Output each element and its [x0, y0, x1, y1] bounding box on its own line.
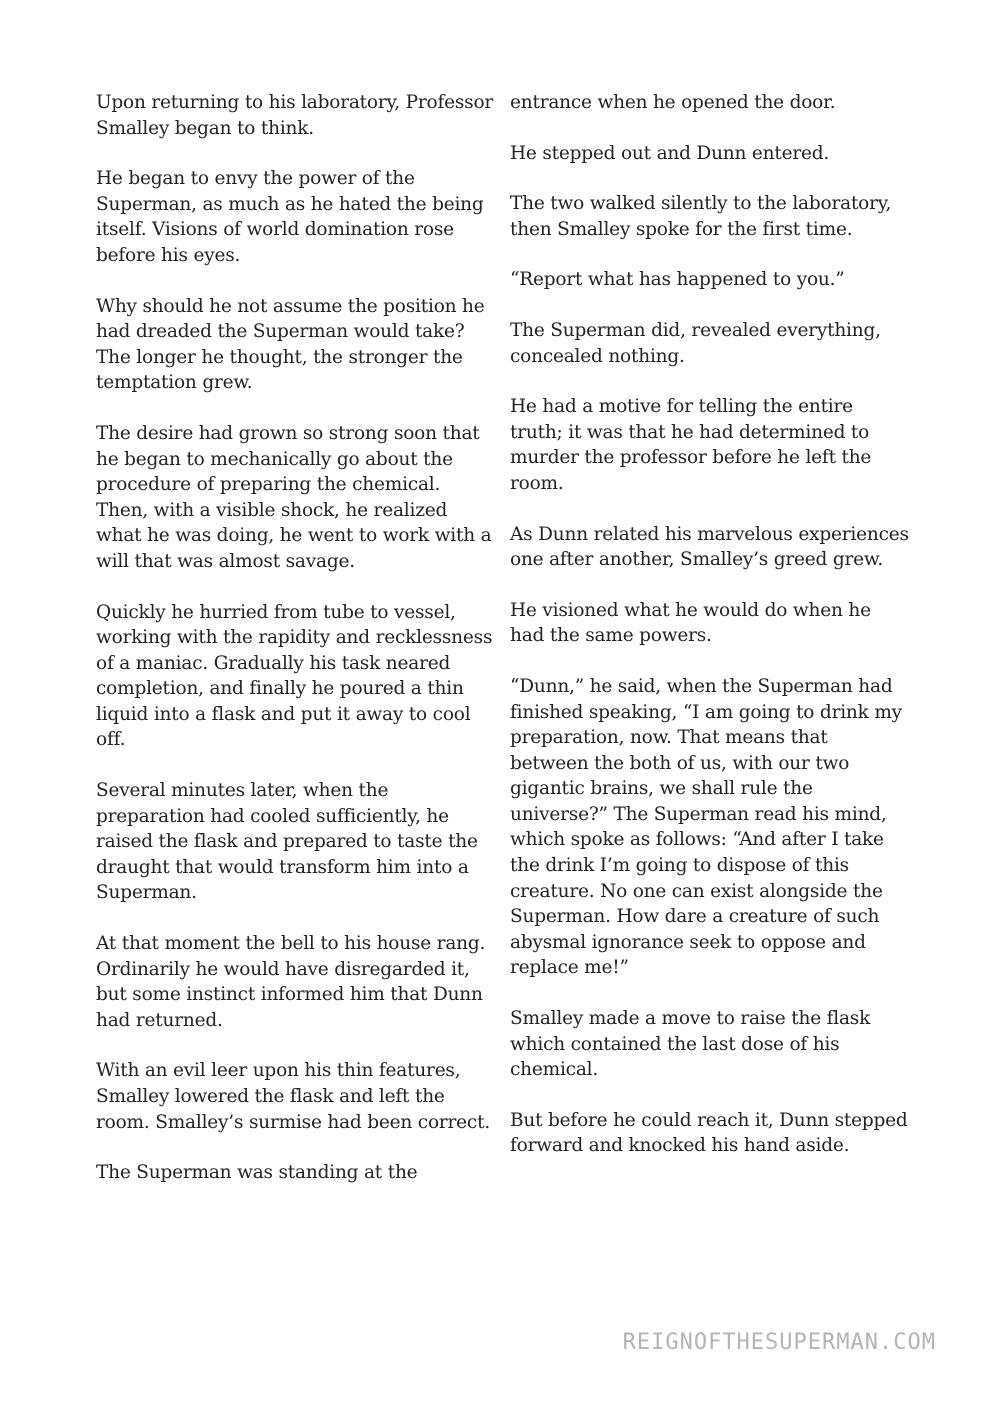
paragraph: He had a motive for telling the entire truth; it was that he had determined to murder the professor before he left the room. [510, 396, 872, 494]
paragraph: Why should he not assume the position he had dreaded the Superman would take? The longer he thought, the stronger the temptation grew. [96, 295, 485, 394]
paragraph: He visioned what he would do when he had the same powers. [510, 599, 871, 647]
paragraph: Quickly he hurried from tube to vessel, working with the rapidity and recklessness of a maniac. Gradually his task neared completion, and finally he poured a thin liquid into a flask and put it away to cool off. [96, 601, 493, 751]
paragraph: The two walked silently to the laboratory, then Smalley spoke for the first time. [510, 193, 892, 240]
paragraph: Several minutes later, when the preparation had cooled sufficiently, he raised the flask and prepared to taste the draught that would transform him into a Superman. [96, 780, 478, 904]
left-column [96, 90, 496, 1211]
paragraph: The Superman did, revealed everything, concealed nothing. [510, 319, 881, 367]
right-column [510, 90, 910, 1184]
paragraph: But before he could reach it, Dunn stepped forward and knocked his hand aside. [510, 1109, 908, 1157]
paragraph: The Superman was standing at the [96, 1162, 418, 1184]
paragraph: As Dunn related his marvelous experiences one after another, Smalley’s greed grew. [510, 523, 909, 571]
paragraph: entrance when he opened the door. [510, 92, 836, 113]
paragraph: “Report what has happened to you.” [510, 269, 845, 291]
paragraph: The desire had grown so strong soon that he began to mechanically go about the procedure of preparing the chemical. Then, with a visible shock, he realized what he was doing, he went to work with a will that was almost savage. [96, 422, 492, 572]
site-footer: REIGNOFTHESUPERMAN.COM [622, 1330, 936, 1355]
paragraph: He began to envy the power of the Superman, as much as he hated the being itself. Visions of world domination rose before his eyes. [96, 168, 484, 266]
paragraph: At that moment the bell to his house rang. Ordinarily he would have disregarded it, but some instinct informed him that Dunn had returned. [96, 933, 486, 1031]
paragraph: With an evil leer upon his thin features, Smalley lowered the flask and left the room. Smalley’s surmise had been correct. [96, 1060, 491, 1133]
paragraph: “Dunn,” he said, when the Superman had finished speaking, “I am going to drink my preparation, now. That means that between the both of us, with our two gigantic brains, we shall rule the universe?” The Superman read his mind, which spoke as follows: “And after I take the drink I’m going to dispose of this creature. No one can exist alongside the Superman. How dare a creature of such abysmal ignorance seek to oppose and replace me!” [510, 675, 902, 979]
paragraph: Upon returning to his laboratory, Professor Smalley began to think. [96, 92, 494, 139]
paragraph: Smalley made a move to raise the flask which contained the last dose of his chemical. [510, 1008, 871, 1081]
paragraph: He stepped out and Dunn entered. [510, 142, 830, 164]
